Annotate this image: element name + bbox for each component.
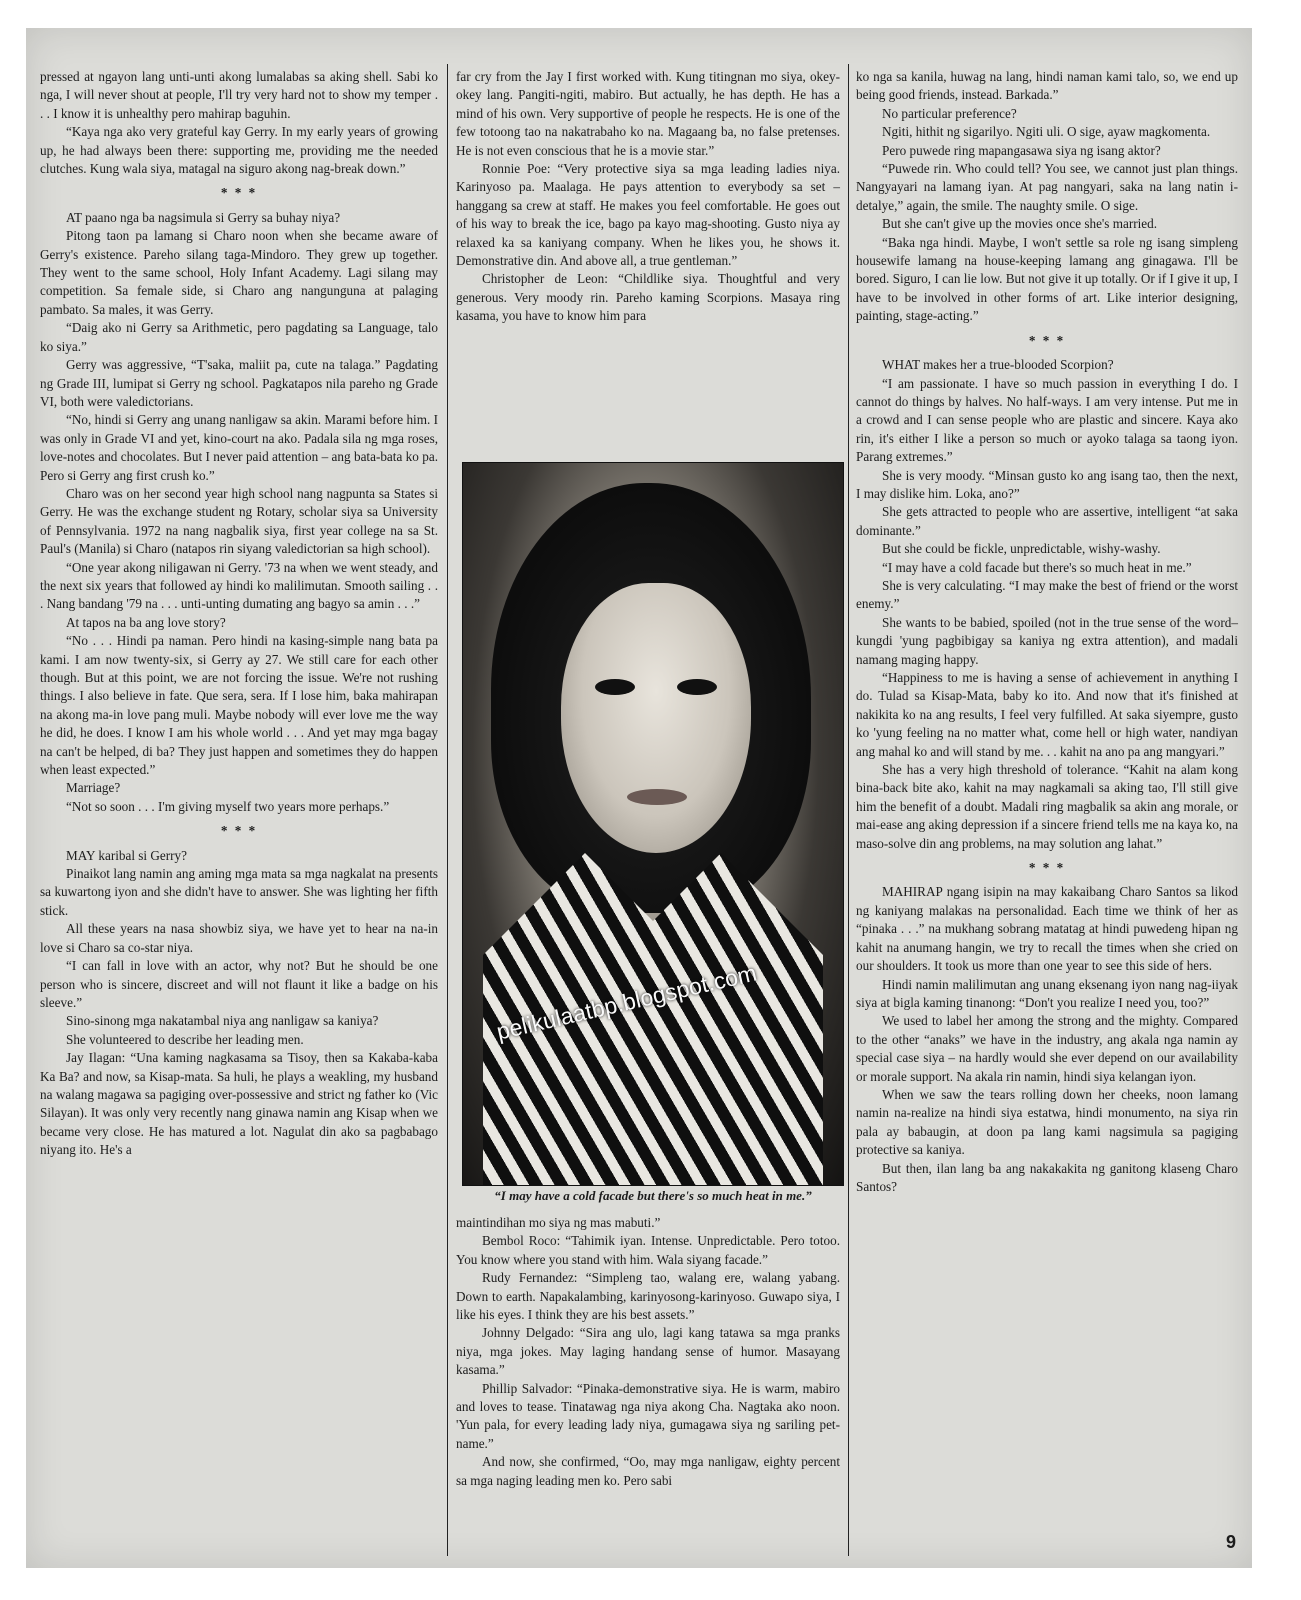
article-column-3 xyxy=(856,68,1238,1196)
paragraph: Marriage? xyxy=(66,780,121,796)
section-lead: MAY karibal si Gerry? xyxy=(66,847,187,863)
paragraph: Bembol Roco: “Tahimik iyan. Intense. Unpredictable. Pero totoo. You know where you stand with him. Wala siyang facade.” xyxy=(456,1233,840,1267)
paragraph: pressed at ngayon lang unti-unti akong lumalabas sa aking shell. Sabi ko nga, I will never shout at people, I'll try very hard not to show my temper . . . I know it is unhealthy pero mahirap baguhin. xyxy=(40,69,438,121)
paragraph: But she can't give up the movies once she's married. xyxy=(882,216,1158,232)
paragraph: Ronnie Poe: “Very protective siya sa mga leading ladies niya. Karinyoso pa. Maalaga. He pays attention to everybody sa set – hanggang sa crew at staff. He makes you feel comfortable. He goes out of his way to break the ice, bago pa kayo mag-shooting. Gusto niya ay relaxed ka sa kaniyang company. When he likes you, he shows it. Demonstrative din. And above all, a true gentleman.” xyxy=(456,161,840,269)
paragraph: Pitong taon pa lamang si Charo noon when she became aware of Gerry's existence. Pareho silang taga-Mindoro. They grew up together. They went to the same school, Holy Infant Academy. Lagi silang may competition. Sa female side, si Charo ang nangunguna at palaging pambato. Sa males, it was Gerry. xyxy=(40,228,438,317)
paragraph: “Happiness to me is having a sense of achievement in anything I do. Tulad sa Kisap-Mata, baby ko ito. And now that it's finished at nakikita ko na ang results, I feel very fulfilled. At saka siyempre, gusto ko 'yung feeling na no matter what, come hell or high water, nandiyan ang mahal ko and will stand by me. . . kahit na ano pa ang mangyari.” xyxy=(856,670,1238,759)
paragraph: far cry from the Jay I first worked with. Kung titingnan mo siya, okey-okey lang. Pangiti-ngiti, mabiro. But actually, he has depth. He has a mind of his own. Very supportive of people he respects. He is one of the few totoong tao na nakatrabaho ko na. Magaang ba, no false pretenses. He is not even conscious that he is a movie star.” xyxy=(456,69,840,158)
paragraph: “One year akong niligawan ni Gerry. '73 na when we went steady, and the next six years that followed ay hindi ko malilimutan. Smooth sailing . . . Nang bandang '79 na . . . unti-unting dumating ang bagyo sa amin . . .” xyxy=(40,559,438,612)
section-lead: AT paano nga ba nagsimula si Gerry sa buhay niya? xyxy=(66,209,341,225)
magazine-page xyxy=(26,28,1252,1568)
paragraph: Charo was on her second year high school nang nagpunta sa States si Gerry. He was the exchange student ng Rotary, scholar siya sa University of Pennsylvania. 1972 na nang nagbalik siya, first year college na sa St. Paul's (Manila) si Charo (natapos rin siyang valedictorian sa high school). xyxy=(40,485,438,557)
article-column-2-bottom xyxy=(456,1214,840,1490)
photo-eye xyxy=(595,679,635,695)
paragraph: We used to label her among the strong and the mighty. Compared to the other “anaks” we have in the industry, ang akala nga namin ay special case siya – na hardly would she ever depend on our availability or morale support. Na akala rin namin, hindi siya kelangan iyon. xyxy=(856,1013,1238,1084)
paragraph: She gets attracted to people who are assertive, intelligent “at saka dominante.” xyxy=(856,504,1238,538)
section-lead: WHAT makes her a true-blooded Scorpion? xyxy=(882,357,1114,373)
paragraph: “Daig ako ni Gerry sa Arithmetic, pero pagdating sa Language, talo ko siya.” xyxy=(40,320,438,354)
paragraph: At tapos na ba ang love story? xyxy=(66,614,226,630)
paragraph: When we saw the tears rolling down her cheeks, noon lamang namin na-realize na hindi siya estatwa, hindi monumento, na siya rin pala ay babaugin, at doon pa lang kami nagsimula sa pagiging protective sa kaniya. xyxy=(856,1086,1238,1158)
article-column-2-top xyxy=(456,68,840,326)
article-column-1 xyxy=(40,68,438,1160)
photo-caption: “I may have a cold facade but there's so much heat in me.” xyxy=(494,1188,812,1203)
paragraph: And now, she confirmed, “Oo, may mga nanligaw, eighty percent sa mga naging leading men ko. Pero sabi xyxy=(456,1454,840,1488)
paragraph: “No, hindi si Gerry ang unang nanligaw sa akin. Marami before him. I was only in Grade VI and yet, kino-court na ako. Padala sila ng mga roses, love-notes and chocolates. But I never paid attention – ang bata-bata ko pa. Pero si Gerry ang first crush ko.” xyxy=(40,412,438,483)
paragraph: But then, ilan lang ba ang nakakakita ng ganitong klaseng Charo Santos? xyxy=(856,1160,1238,1194)
paragraph: Johnny Delgado: “Sira ang ulo, lagi kang tatawa sa mga pranks niya, mga jokes. May laging handang sense of humor. Masayang kasama.” xyxy=(456,1325,840,1378)
section-lead: MAHIRAP ngang isipin na may kakaibang Charo Santos sa likod ng kaniyang malakas na personalidad. Each time we think of her as “pinaka . . .” na mukhang sobrang matatag at hindi puwedeng hipan ng kahit na anumang hangin, we try to recall the times when she cried on our shoulders. It took us more than one year to see this side of hers. xyxy=(856,884,1238,974)
paragraph: She volunteered to describe her leading men. xyxy=(66,1031,304,1047)
section-separator: * * * xyxy=(220,185,258,201)
blog-watermark: pelikulaatbp.blogspot.com xyxy=(494,959,760,1045)
paragraph: “Puwede rin. Who could tell? You see, we cannot just plan things. Nangyayari na lamang iyan. At pag nangyari, saka na lang natin i-detalye,” again, the smile. The naughty smile. O sige. xyxy=(856,161,1238,213)
paragraph: She is very calculating. “I may make the best of friend or the worst enemy.” xyxy=(856,577,1238,612)
paragraph: “Not so soon . . . I'm giving myself two years more perhaps.” xyxy=(66,798,390,814)
paragraph: Jay Ilagan: “Una kaming nagkasama sa Tisoy, then sa Kakaba-kaba Ka Ba? and now, sa Kisap-mata. Sa huli, he plays a weakling, my husband na walang magawa sa pagiging over-possessive and strict ng father ko (Vic Silayan). It was only very recently nang ginawa namin ang Kisap when we became very close. He has matured a lot. Nagulat din ako sa pagbabago niyang ito. He's a xyxy=(40,1050,438,1158)
column-rule xyxy=(848,64,849,1556)
paragraph: “No . . . Hindi pa naman. Pero hindi na kasing-simple nang bata pa kami. I am now twenty-six, si Gerry ay 27. We still care for each other though. But at this point, we are not forcing the issue. We're not rushing things. I also believe in fate. Que sera, sera. If I lose him, baka mahirapan na akong ma-in love pang muli. Maybe nobody will ever love me the way he did, he does. I know I am his whole world . . . And yet may mga bagay na can't be helped, di ba? They just happen and sometimes they do happen when least expected.” xyxy=(40,633,438,778)
paragraph: “Kaya nga ako very grateful kay Gerry. In my early years of growing up, he had always been there: supporting me, providing me the needed clutches. Kung wala siya, matagal na siguro akong nag-break down.” xyxy=(40,124,438,177)
paragraph: No particular preference? xyxy=(882,105,1017,121)
paragraph: “I can fall in love with an actor, why not? But he should be one person who is sincere, discreet and will not flaunt it like a badge on his sleeve.” xyxy=(40,958,438,1010)
paragraph: All these years na nasa showbiz siya, we have yet to hear na na-in love si Charo sa co-star niya. xyxy=(40,921,438,955)
paragraph: “I may have a cold facade but there's so much heat in me.” xyxy=(882,559,1192,575)
paragraph: She has a very high threshold of tolerance. “Kahit na alam kong bina-back bite ako, kahit na may nagkamali sa aking tao, I'll still give him the benefit of a doubt. Madali ring magbalik sa akin ang morale, or mai-ease ang aking depression if a sincere friend tells me na kaya ko, na maso-solve din ang problems, na may solution ang lahat.” xyxy=(856,762,1238,851)
paragraph: ko nga sa kanila, huwag na lang, hindi naman kami talo, so, we end up being good friends, instead. Barkada.” xyxy=(856,69,1238,103)
paragraph: Pero puwede ring mapangasawa siya ng isang aktor? xyxy=(882,142,1161,158)
paragraph: Phillip Salvador: “Pinaka-demonstrative siya. He is warm, mabiro and loves to tease. Tinatawag nga niya akong Cha. Nagtaka ako noon. 'Yun pala, for every leading lady niya, gumagawa siya ng sariling pet-name.” xyxy=(456,1380,840,1451)
column-rule xyxy=(447,64,448,1556)
page-number: 9 xyxy=(1225,1532,1236,1552)
paragraph: Hindi namin malilimutan ang unang eksenang iyon nang nag-iiyak siya at bigla kaming tinanong: “Don't you realize I need you, too?” xyxy=(856,976,1238,1010)
paragraph: Pinaikot lang namin ang aming mga mata sa mga nagkalat na presents sa kuwartong iyon and she didn't have to answer. She was lighting her fifth stick. xyxy=(40,866,438,918)
photo-eye xyxy=(677,679,717,695)
paragraph: Rudy Fernandez: “Simpleng tao, walang ere, walang yabang. Down to earth. Napakalambing, karinyosong-karinyoso. Guwapo siya, I like his eyes. I think they are his best assets.” xyxy=(456,1270,840,1323)
paragraph: “I am passionate. I have so much passion in everything I do. I cannot do things by halves. No half-ways. I am very intense. Put me in a crowd and I can sense people who are plastic and sincere. Kaya ako rin, it's either I like a person so much or ayoko talaga sa taong iyon. Parang extremes.” xyxy=(856,375,1238,465)
portrait-photo xyxy=(462,462,844,1186)
paragraph: maintindihan mo siya ng mas mabuti.” xyxy=(456,1215,661,1230)
paragraph: “Baka nga hindi. Maybe, I won't settle sa role ng isang simpleng housewife lamang na house-keeping lamang ang ginagawa. I'll be bored. Siguro, I can lie low. But not give it up totally. Or if I give it up, I have to be involved in other forms of art. Like interior designing, painting, stage-acting.” xyxy=(856,234,1238,324)
section-separator: * * * xyxy=(220,823,258,839)
paragraph: She is very moody. “Minsan gusto ko ang isang tao, then the next, I may dislike him. Loka, ano?” xyxy=(856,467,1238,501)
paragraph: She wants to be babied, spoiled (not in the true sense of the word–kungdi 'yung pagbibigay sa kaniya ng extra attention), and madali namang maging happy. xyxy=(856,614,1238,667)
paragraph: Christopher de Leon: “Childlike siya. Thoughtful and very generous. Very moody rin. Pareho kaming Scorpions. Masaya ring kasama, you have to know him para xyxy=(456,271,840,324)
paragraph: Sino-sinong mga nakatambal niya ang nanligaw sa kaniya? xyxy=(66,1013,379,1029)
photo-mouth xyxy=(627,789,687,805)
photo-face xyxy=(561,583,751,853)
section-separator: * * * xyxy=(1028,332,1066,348)
paragraph: Gerry was aggressive, “T'saka, maliit pa, cute na talaga.” Pagdating ng Grade III, lumipat si Gerry ng school. Pagkatapos nila pareho ng Grade VI, both were valedictorians. xyxy=(40,357,438,409)
section-separator: * * * xyxy=(1028,860,1066,876)
paragraph: Ngiti, hithit ng sigarilyo. Ngiti uli. O sige, ayaw magkomenta. xyxy=(882,124,1211,140)
paragraph: But she could be fickle, unpredictable, wishy-washy. xyxy=(882,541,1161,557)
